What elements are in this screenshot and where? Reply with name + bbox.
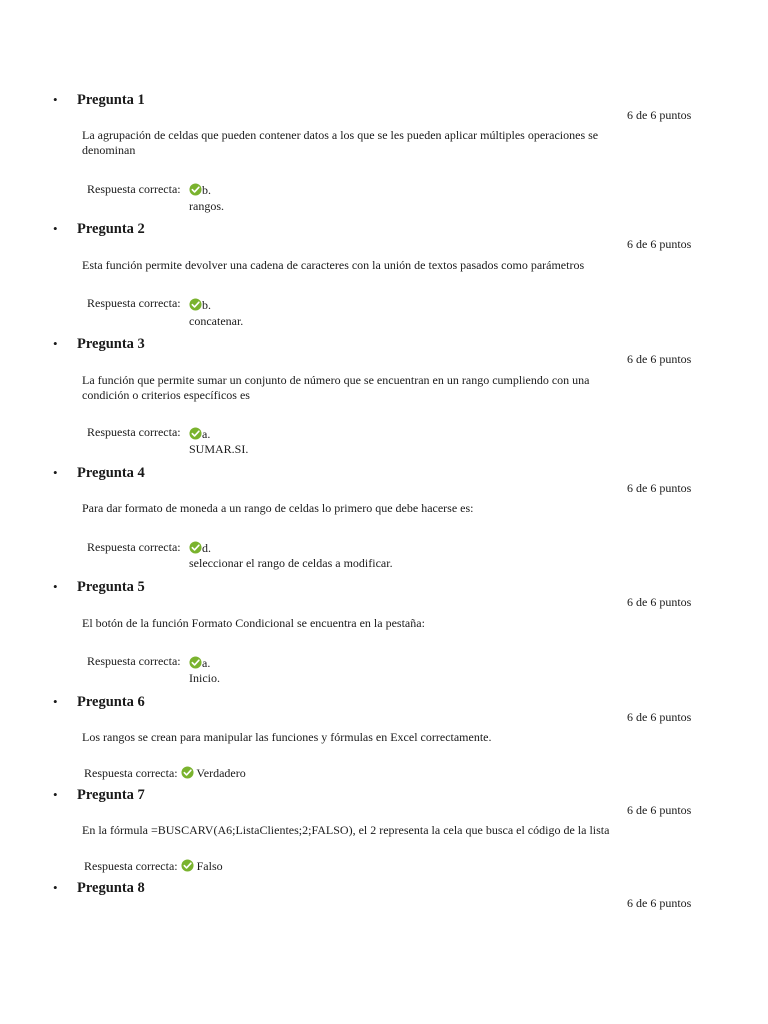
answer-text: Inicio. bbox=[189, 671, 220, 685]
question-points: 6 de 6 puntos bbox=[627, 803, 692, 817]
question-points: 6 de 6 puntos bbox=[627, 352, 692, 366]
answer-text: concatenar. bbox=[189, 314, 244, 328]
question-points: 6 de 6 puntos bbox=[627, 237, 692, 251]
question-text: Los rangos se crean para manipular las funciones y fórmulas en Excel correctamente. bbox=[82, 730, 492, 744]
question-title: Pregunta 2 bbox=[77, 221, 145, 237]
answer-label: Respuesta correcta: bbox=[87, 425, 181, 439]
bullet-icon: • bbox=[53, 694, 58, 709]
question-text: El botón de la función Formato Condicional se encuentra en la pestaña: bbox=[82, 616, 425, 630]
check-circle-icon bbox=[189, 656, 202, 669]
bullet-icon: • bbox=[53, 221, 58, 236]
question-title: Pregunta 3 bbox=[77, 336, 145, 352]
answer-text: Verdadero bbox=[196, 766, 246, 780]
question-text: Esta función permite devolver una cadena de caracteres con la unión de textos pasados como parámetros bbox=[82, 258, 585, 272]
answer-label: Respuesta correcta: bbox=[84, 859, 178, 873]
question-text: En la fórmula =BUSCARV(A6;ListaClientes;2;FALSO), el 2 representa la cela que busca el código de la lista bbox=[82, 823, 610, 837]
question-text: La agrupación de celdas que pueden contener datos a los que se les pueden aplicar múltiples operaciones se denominan bbox=[82, 128, 599, 157]
answer-label: Respuesta correcta: bbox=[87, 540, 181, 554]
answer-letter: b. bbox=[189, 183, 211, 198]
bullet-icon: • bbox=[53, 787, 58, 802]
answer-text: Falso bbox=[196, 859, 223, 873]
answer-text: seleccionar el rango de celdas a modificar. bbox=[189, 556, 393, 570]
check-circle-icon bbox=[189, 427, 202, 440]
question-points: 6 de 6 puntos bbox=[627, 108, 692, 122]
bullet-icon: • bbox=[53, 880, 58, 895]
answer-text: SUMAR.SI. bbox=[189, 442, 249, 456]
answer-text: rangos. bbox=[189, 199, 224, 213]
question-text: La función que permite sumar un conjunto de número que se encuentran en un rango cumpliendo con una condición o criterios específicos es bbox=[82, 373, 590, 402]
check-circle-icon bbox=[189, 298, 202, 311]
answer-letter: b. bbox=[189, 298, 211, 313]
question-points: 6 de 6 puntos bbox=[627, 481, 692, 495]
bullet-icon: • bbox=[53, 336, 58, 351]
question-title: Pregunta 1 bbox=[77, 92, 145, 108]
question-text: Para dar formato de moneda a un rango de celdas lo primero que debe hacerse es: bbox=[82, 501, 474, 515]
question-title: Pregunta 4 bbox=[77, 465, 145, 481]
question-points: 6 de 6 puntos bbox=[627, 710, 692, 724]
check-circle-icon bbox=[181, 859, 194, 872]
question-points: 6 de 6 puntos bbox=[627, 896, 692, 910]
answer-letter: a. bbox=[189, 427, 210, 442]
answer-label: Respuesta correcta: bbox=[84, 766, 178, 780]
question-title: Pregunta 7 bbox=[77, 787, 145, 803]
answer-letter: a. bbox=[189, 656, 210, 671]
bullet-icon: • bbox=[53, 92, 58, 107]
answer-label: Respuesta correcta: bbox=[87, 296, 181, 310]
answer-letter: d. bbox=[189, 541, 211, 556]
check-circle-icon bbox=[189, 541, 202, 554]
answer-line bbox=[84, 859, 223, 874]
check-circle-icon bbox=[181, 766, 194, 779]
bullet-icon: • bbox=[53, 579, 58, 594]
answer-label: Respuesta correcta: bbox=[87, 182, 181, 196]
question-title: Pregunta 6 bbox=[77, 694, 145, 710]
question-points: 6 de 6 puntos bbox=[627, 595, 692, 609]
bullet-icon: • bbox=[53, 465, 58, 480]
question-title: Pregunta 8 bbox=[77, 880, 145, 896]
answer-label: Respuesta correcta: bbox=[87, 654, 181, 668]
check-circle-icon bbox=[189, 183, 202, 196]
answer-line bbox=[84, 766, 246, 781]
question-title: Pregunta 5 bbox=[77, 579, 145, 595]
